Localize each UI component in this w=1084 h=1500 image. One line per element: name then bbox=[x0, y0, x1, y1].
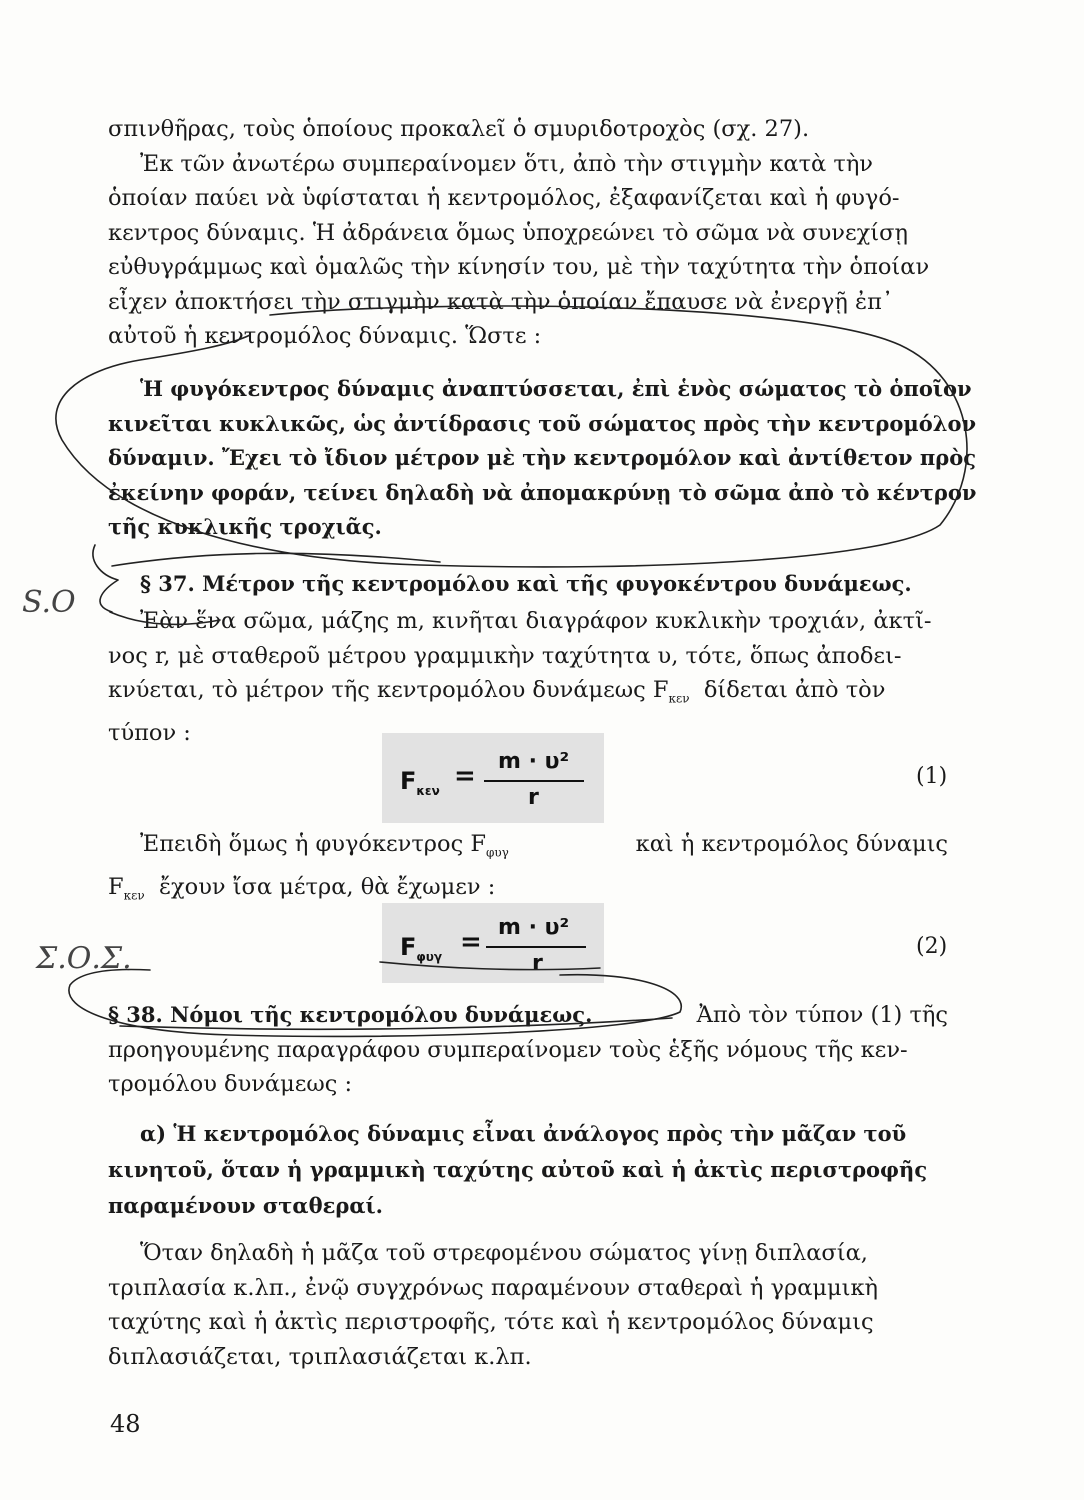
ink-underline-section37 bbox=[112, 553, 440, 566]
paragraph-between bbox=[108, 827, 948, 913]
text-line: ἐκείνην φοράν, τείνει δηλαδὴ νὰ ἀπομακρύνῃ τὸ σῶμα ἀπὸ τὸ κέντρον bbox=[108, 479, 977, 505]
text-line: Ὅταν δηλαδὴ ἡ μᾶζα τοῦ στρεφομένου σώματος γίνῃ διπλασία, bbox=[140, 1240, 868, 1266]
text-line: ταχύτης καὶ ἡ ἀκτὶς περιστροφῆς, τότε καὶ ἡ κεντρομόλος δύναμις bbox=[108, 1309, 874, 1335]
margin-note-left-top: S.O bbox=[22, 585, 76, 620]
text-line: νος r, μὲ σταθεροῦ μέτρου γραμμικὴν ταχύτητα υ, τότε, ὅπως ἀποδει- bbox=[108, 642, 902, 669]
equation-number-2: (2) bbox=[916, 934, 948, 959]
text-line: κινεῖται κυκλικῶς, ὡς ἀντίδρασις τοῦ σώματος πρὸς τὴν κεντρομόλον bbox=[108, 410, 977, 436]
text-line: $F_{\kappa\varepsilon\nu}$ ἔχουν ἴσα μέτρα, θὰ ἔχωμεν : bbox=[108, 874, 496, 903]
text-line: Ἐπειδὴ ὅμως ἡ φυγόκεντρος $F_{\varphi\upsilon\gamma}$ καὶ ἡ κεντρομόλος δύναμις bbox=[140, 831, 948, 860]
text-line: κινητοῦ, ὅταν ἡ γραμμικὴ ταχύτης αὐτοῦ καὶ ἡ ἀκτὶς περιστροφῆς bbox=[108, 1157, 928, 1182]
text-line: προηγουμένης παραγράφου συμπεραίνομεν τοὺς ἑξῆς νόμους τῆς κεν- bbox=[108, 1036, 908, 1063]
paragraph-intro bbox=[108, 112, 948, 354]
text-line: ὁποίαν παύει νὰ ὑφίσταται ἡ κεντρομόλος, ἐξαφανίζεται καὶ ἡ φυγό- bbox=[108, 185, 900, 211]
text-line: αὐτοῦ ἡ κεντρομόλος δύναμις. Ὥστε : bbox=[108, 323, 542, 349]
section-37-text bbox=[108, 604, 948, 751]
text-line: τρομόλου δυνάμεως : bbox=[108, 1071, 353, 1097]
text-line: § 38. Νόμοι τῆς κεντρομόλου δυνάμεως. Ἀπὸ τὸν τύπον (1) τῆς bbox=[108, 998, 948, 1033]
text-line: τύπον : bbox=[108, 720, 191, 746]
text-line: δύναμιν. Ἔχει τὸ ἴδιον μέτρον μὲ τὴν κεντρομόλον καὶ ἀντίθετον πρὸς bbox=[108, 445, 977, 470]
text-line: τῆς κυκλικῆς τροχιᾶς. bbox=[108, 514, 382, 539]
text-line: εὐθυγράμμως καὶ ὁμαλῶς τὴν κίνησίν του, μὲ τὴν ταχύτητα τὴν ὁποίαν bbox=[108, 254, 930, 280]
formula-2: $F_{\varphi\upsilon\gamma}$ = m · υ² r bbox=[382, 903, 604, 983]
text-line: εἶχεν ἀποκτήσει τὴν στιγμὴν κατὰ τὴν ὁποίαν ἔπαυσε νὰ ἐνεργῇ ἐπ᾽ bbox=[108, 288, 894, 315]
paragraph-final bbox=[108, 1236, 948, 1374]
text-line: σπινθῆρας, τοὺς ὁποίους προκαλεῖ ὁ σμυριδοτροχὸς (σχ. 27). bbox=[108, 116, 810, 142]
section-38 bbox=[108, 998, 948, 1102]
section-37-heading: § 37. Μέτρον τῆς κεντρομόλου καὶ τῆς φυγοκέντρου δυνάμεως. bbox=[140, 571, 912, 596]
text-line: Ἐὰν ἕνα σῶμα, μάζης m, κινῆται διαγράφον κυκλικὴν τροχιάν, ἀκτῖ- bbox=[140, 608, 932, 634]
text-line: κνύεται, τὸ μέτρον τῆς κεντρομόλου δυνάμεως $F_{\kappa\varepsilon\nu}$ δίδεται ἀπὸ τὸν bbox=[108, 677, 886, 706]
section-38-heading: § 38. Νόμοι τῆς κεντρομόλου δυνάμεως. bbox=[108, 1002, 593, 1027]
definition-centrifugal bbox=[108, 372, 977, 545]
text-line: Ἡ φυγόκεντρος δύναμις ἀναπτύσσεται, ἐπὶ ἑνὸς σώματος τὸ ὁποῖον bbox=[140, 376, 972, 401]
margin-note-left-bottom: Σ.Ο.Σ. bbox=[36, 941, 132, 976]
equation-number-1: (1) bbox=[916, 764, 948, 789]
law-a bbox=[108, 1116, 948, 1224]
text-line: Ἐκ τῶν ἀνωτέρω συμπεραίνομεν ὅτι, ἀπὸ τὴν στιγμὴν κατὰ τὴν bbox=[140, 150, 873, 177]
page-number: 48 bbox=[110, 1410, 141, 1438]
text-line: διπλασιάζεται, τριπλασιάζεται κ.λπ. bbox=[108, 1343, 532, 1370]
text-line: παραμένουν σταθεραί. bbox=[108, 1193, 383, 1218]
formula-1: $F_{\kappa\varepsilon\nu}$ = m · υ² r bbox=[382, 733, 604, 823]
text-line: κεντρος δύναμις. Ἡ ἀδράνεια ὅμως ὑποχρεώνει τὸ σῶμα νὰ συνεχίσῃ bbox=[108, 219, 908, 246]
text-line: α) Ἡ κεντρομόλος δύναμις εἶναι ἀνάλογος πρὸς τὴν μᾶζαν τοῦ bbox=[140, 1121, 907, 1146]
text-line: τριπλασία κ.λπ., ἐνῷ συγχρόνως παραμένουν σταθεραὶ ἡ γραμμικὴ bbox=[108, 1274, 879, 1301]
